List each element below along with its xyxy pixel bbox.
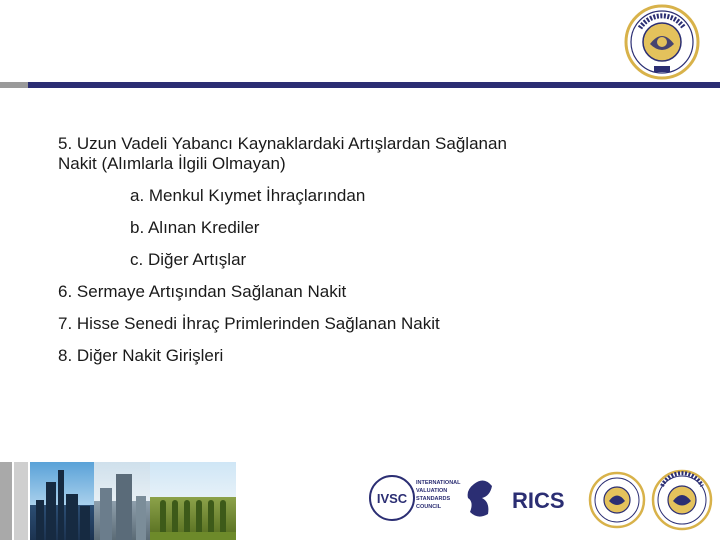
ivsc-caption-line: STANDARDS: [416, 496, 451, 502]
ivsc-logo-text: IVSC: [376, 491, 408, 506]
footer-banner: [0, 462, 720, 540]
list-item: c. Diğer Artışlar: [130, 250, 247, 269]
list-item: 8. Diğer Nakit Girişleri: [58, 346, 224, 365]
ivsc-caption-line: VALUATION: [416, 488, 448, 494]
university-logo: [624, 4, 700, 80]
rics-logo-text: RICS: [512, 488, 565, 513]
list-item: 7. Hisse Senedi İhraç Primlerinden Sağlanan Nakit: [58, 314, 440, 333]
partner-logos: [362, 462, 720, 540]
list-item: b. Alınan Krediler: [130, 218, 260, 237]
list-item-continuation: Nakit (Alımlarla İlgili Olmayan): [58, 154, 286, 173]
ivsc-caption-line: COUNCIL: [416, 504, 442, 510]
rics-logo: [468, 480, 565, 516]
ivsc-caption-line: INTERNATIONAL: [416, 480, 461, 486]
slide-content: [58, 134, 678, 366]
header-accent-gray: [0, 82, 28, 88]
footer-accent-light: [14, 462, 28, 540]
office-towers-photo: [94, 462, 150, 540]
city-skyline-photo: [30, 462, 94, 540]
list-item-label: 5. Uzun Vadeli Yabancı Kaynaklardaki Artışlardan Sağlanan: [58, 134, 507, 153]
countryside-photo: [150, 462, 236, 540]
svg-text:INTERNATIONAL VALUAT: [416, 480, 462, 510]
ivsc-logo: [370, 476, 462, 520]
footer-accent-dark: [0, 462, 12, 540]
list-item: [58, 134, 678, 174]
header-accent-bar: [28, 82, 720, 88]
list-item: a. Menkul Kıymet İhraçlarından: [130, 186, 366, 205]
ankara-university-seal: [653, 471, 711, 529]
list-item: 6. Sermaye Artışından Sağlanan Nakit: [58, 282, 347, 301]
seal-logo: [590, 473, 644, 527]
